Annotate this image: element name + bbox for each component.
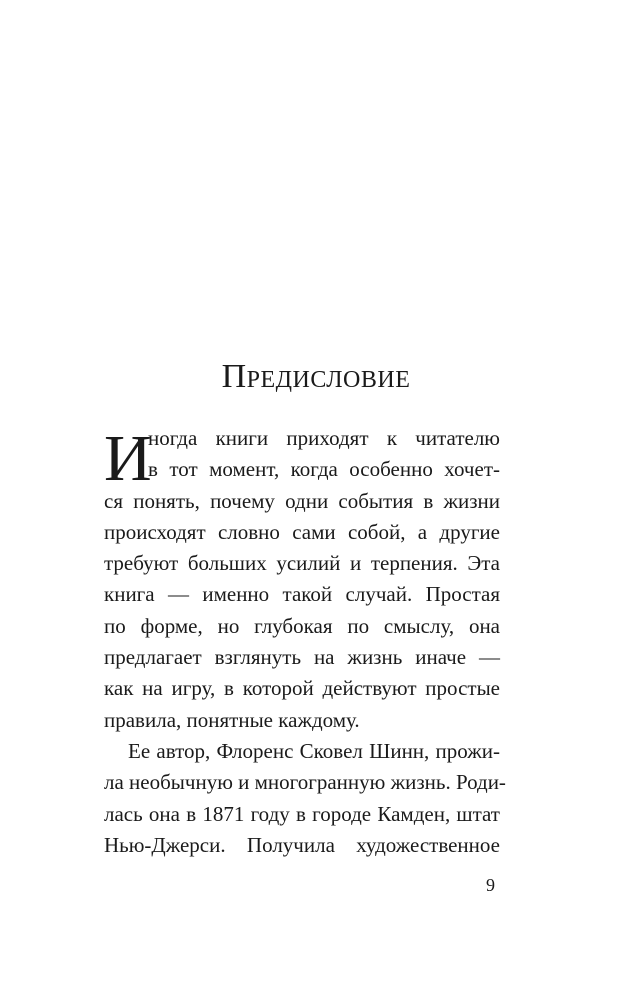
body-text [104,422,506,861]
text-line: ногда книги приходят к читателю [148,426,500,450]
text-line: ся понять, почему одни события в жизни [104,488,500,513]
text-line: по форме, но глубокая по смыслу, она [104,613,500,638]
paragraph-1 [104,423,500,736]
text-line: правила, понятные каждому. [104,707,360,732]
text-line: ла необычную и многогранную жизнь. Роди- [104,770,506,795]
text-line: Нью-Джерси. Получила художественное [104,832,500,857]
text-line: в тот момент, когда особенно хочет- [148,457,500,482]
text-line: книга — именно такой случай. Простая [104,582,500,607]
text-line: как на игру, в которой действуют простые [104,676,500,701]
page-number: 9 [486,875,495,895]
chapter-title: Предисловие [221,358,411,395]
text-line: происходят словно сами собой, а другие [104,519,500,544]
paragraph-2 [104,736,506,861]
text-line: требуют больших усилий и терпения. Эта [104,551,500,576]
text-line: Ее автор, Флоренс Сковел Шинн, прожи- [128,738,500,763]
text-line: предлагает взглянуть на жизнь иначе — [104,645,500,670]
drop-cap: И [104,422,152,495]
text-line: лась она в 1871 году в городе Камден, штат [104,801,500,826]
